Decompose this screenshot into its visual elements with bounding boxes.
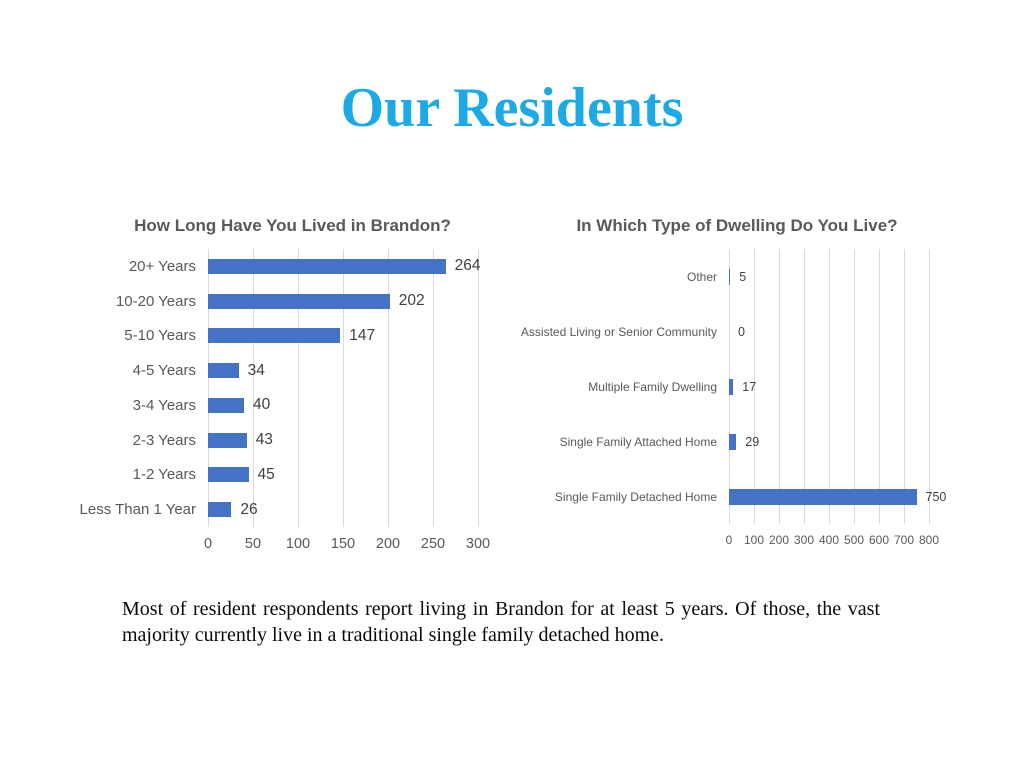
x-tick-label: 0 — [203, 536, 213, 552]
category-label: Single Family Detached Home — [554, 489, 717, 504]
bar — [729, 489, 917, 505]
category-label: Other — [686, 269, 717, 284]
category-axis — [79, 249, 208, 527]
bar — [208, 294, 390, 309]
bar — [729, 269, 730, 285]
bar-row — [729, 304, 989, 359]
page-title: Our Residents — [340, 77, 684, 139]
x-tick-label: 300 — [465, 536, 491, 552]
category-label: 2-3 Years — [132, 431, 196, 449]
value-label: 750 — [925, 489, 947, 504]
category-label: 1-2 Years — [132, 466, 196, 484]
x-tick-label: 400 — [818, 533, 840, 547]
x-tick-label: 0 — [725, 533, 733, 547]
value-label: 264 — [454, 257, 481, 275]
x-tick-label: 250 — [420, 536, 446, 552]
bar-row — [729, 359, 989, 414]
value-label: 0 — [738, 324, 745, 339]
value-label: 5 — [739, 269, 747, 284]
value-label: 43 — [255, 431, 273, 449]
chart-plot-area — [79, 249, 500, 527]
value-label: 17 — [742, 379, 757, 394]
x-axis-spacer — [512, 524, 729, 553]
x-axis-spacer — [85, 527, 208, 556]
bar-row — [208, 423, 538, 458]
category-label: 10-20 Years — [115, 292, 196, 310]
x-tick-label: 700 — [893, 533, 915, 547]
summary-text: Most of resident respondents report living in Brandon for at least 5 years. Of those, the vast majority currently live in a traditional single family detached home. — [122, 598, 880, 646]
category-label: 3-4 Years — [132, 396, 196, 414]
category-label: Single Family Attached Home — [559, 434, 717, 449]
bar-row — [208, 249, 538, 284]
chart-residence-tenure — [79, 213, 500, 556]
bar-row — [208, 319, 538, 354]
value-label: 29 — [745, 434, 760, 449]
value-label: 40 — [253, 396, 271, 414]
bar-row — [208, 492, 538, 527]
bar — [208, 328, 340, 343]
bar — [208, 363, 239, 378]
category-label: 4-5 Years — [132, 362, 196, 380]
category-label: 5-10 Years — [124, 327, 196, 345]
x-tick-label: 100 — [743, 533, 765, 547]
plot-region — [729, 249, 947, 524]
bar-row — [729, 469, 989, 524]
bar — [729, 434, 736, 450]
bar — [729, 379, 733, 395]
bar-row — [729, 414, 989, 469]
bar — [208, 502, 231, 517]
x-axis-row — [512, 524, 962, 553]
x-tick-label: 100 — [285, 536, 311, 552]
chart-title: How Long Have You Lived in Brandon? — [134, 216, 451, 235]
x-axis — [725, 533, 940, 553]
x-tick-label: 600 — [868, 533, 890, 547]
category-label: 20+ Years — [128, 257, 196, 275]
bar-row — [729, 249, 989, 304]
bar-row — [208, 458, 538, 493]
x-tick-label: 200 — [375, 536, 401, 552]
x-axis-row — [85, 527, 500, 556]
chart-plot-area — [512, 249, 962, 524]
bar — [208, 433, 247, 448]
bar — [208, 259, 446, 274]
bar — [208, 398, 244, 413]
chart-dwelling-type — [512, 213, 962, 553]
category-label: Assisted Living or Senior Community — [520, 324, 717, 339]
x-axis — [203, 536, 491, 556]
x-tick-label: 500 — [843, 533, 865, 547]
x-tick-label: 150 — [330, 536, 356, 552]
value-label: 147 — [349, 326, 376, 344]
category-label: Less Than 1 Year — [79, 501, 196, 519]
value-label: 202 — [398, 292, 425, 310]
bar-row — [208, 353, 538, 388]
bar-row — [208, 388, 538, 423]
chart-title: In Which Type of Dwelling Do You Live? — [576, 216, 898, 235]
x-tick-label: 200 — [768, 533, 790, 547]
value-label: 26 — [240, 500, 258, 518]
bar-row — [208, 284, 538, 319]
category-label: Multiple Family Dwelling — [588, 379, 717, 394]
category-axis — [512, 249, 729, 524]
x-tick-label: 300 — [793, 533, 815, 547]
value-label: 34 — [247, 361, 265, 379]
value-label: 45 — [257, 465, 275, 483]
plot-region — [208, 249, 481, 527]
x-tick-label: 800 — [918, 533, 940, 547]
x-tick-label: 50 — [244, 536, 262, 552]
bar — [208, 467, 249, 482]
